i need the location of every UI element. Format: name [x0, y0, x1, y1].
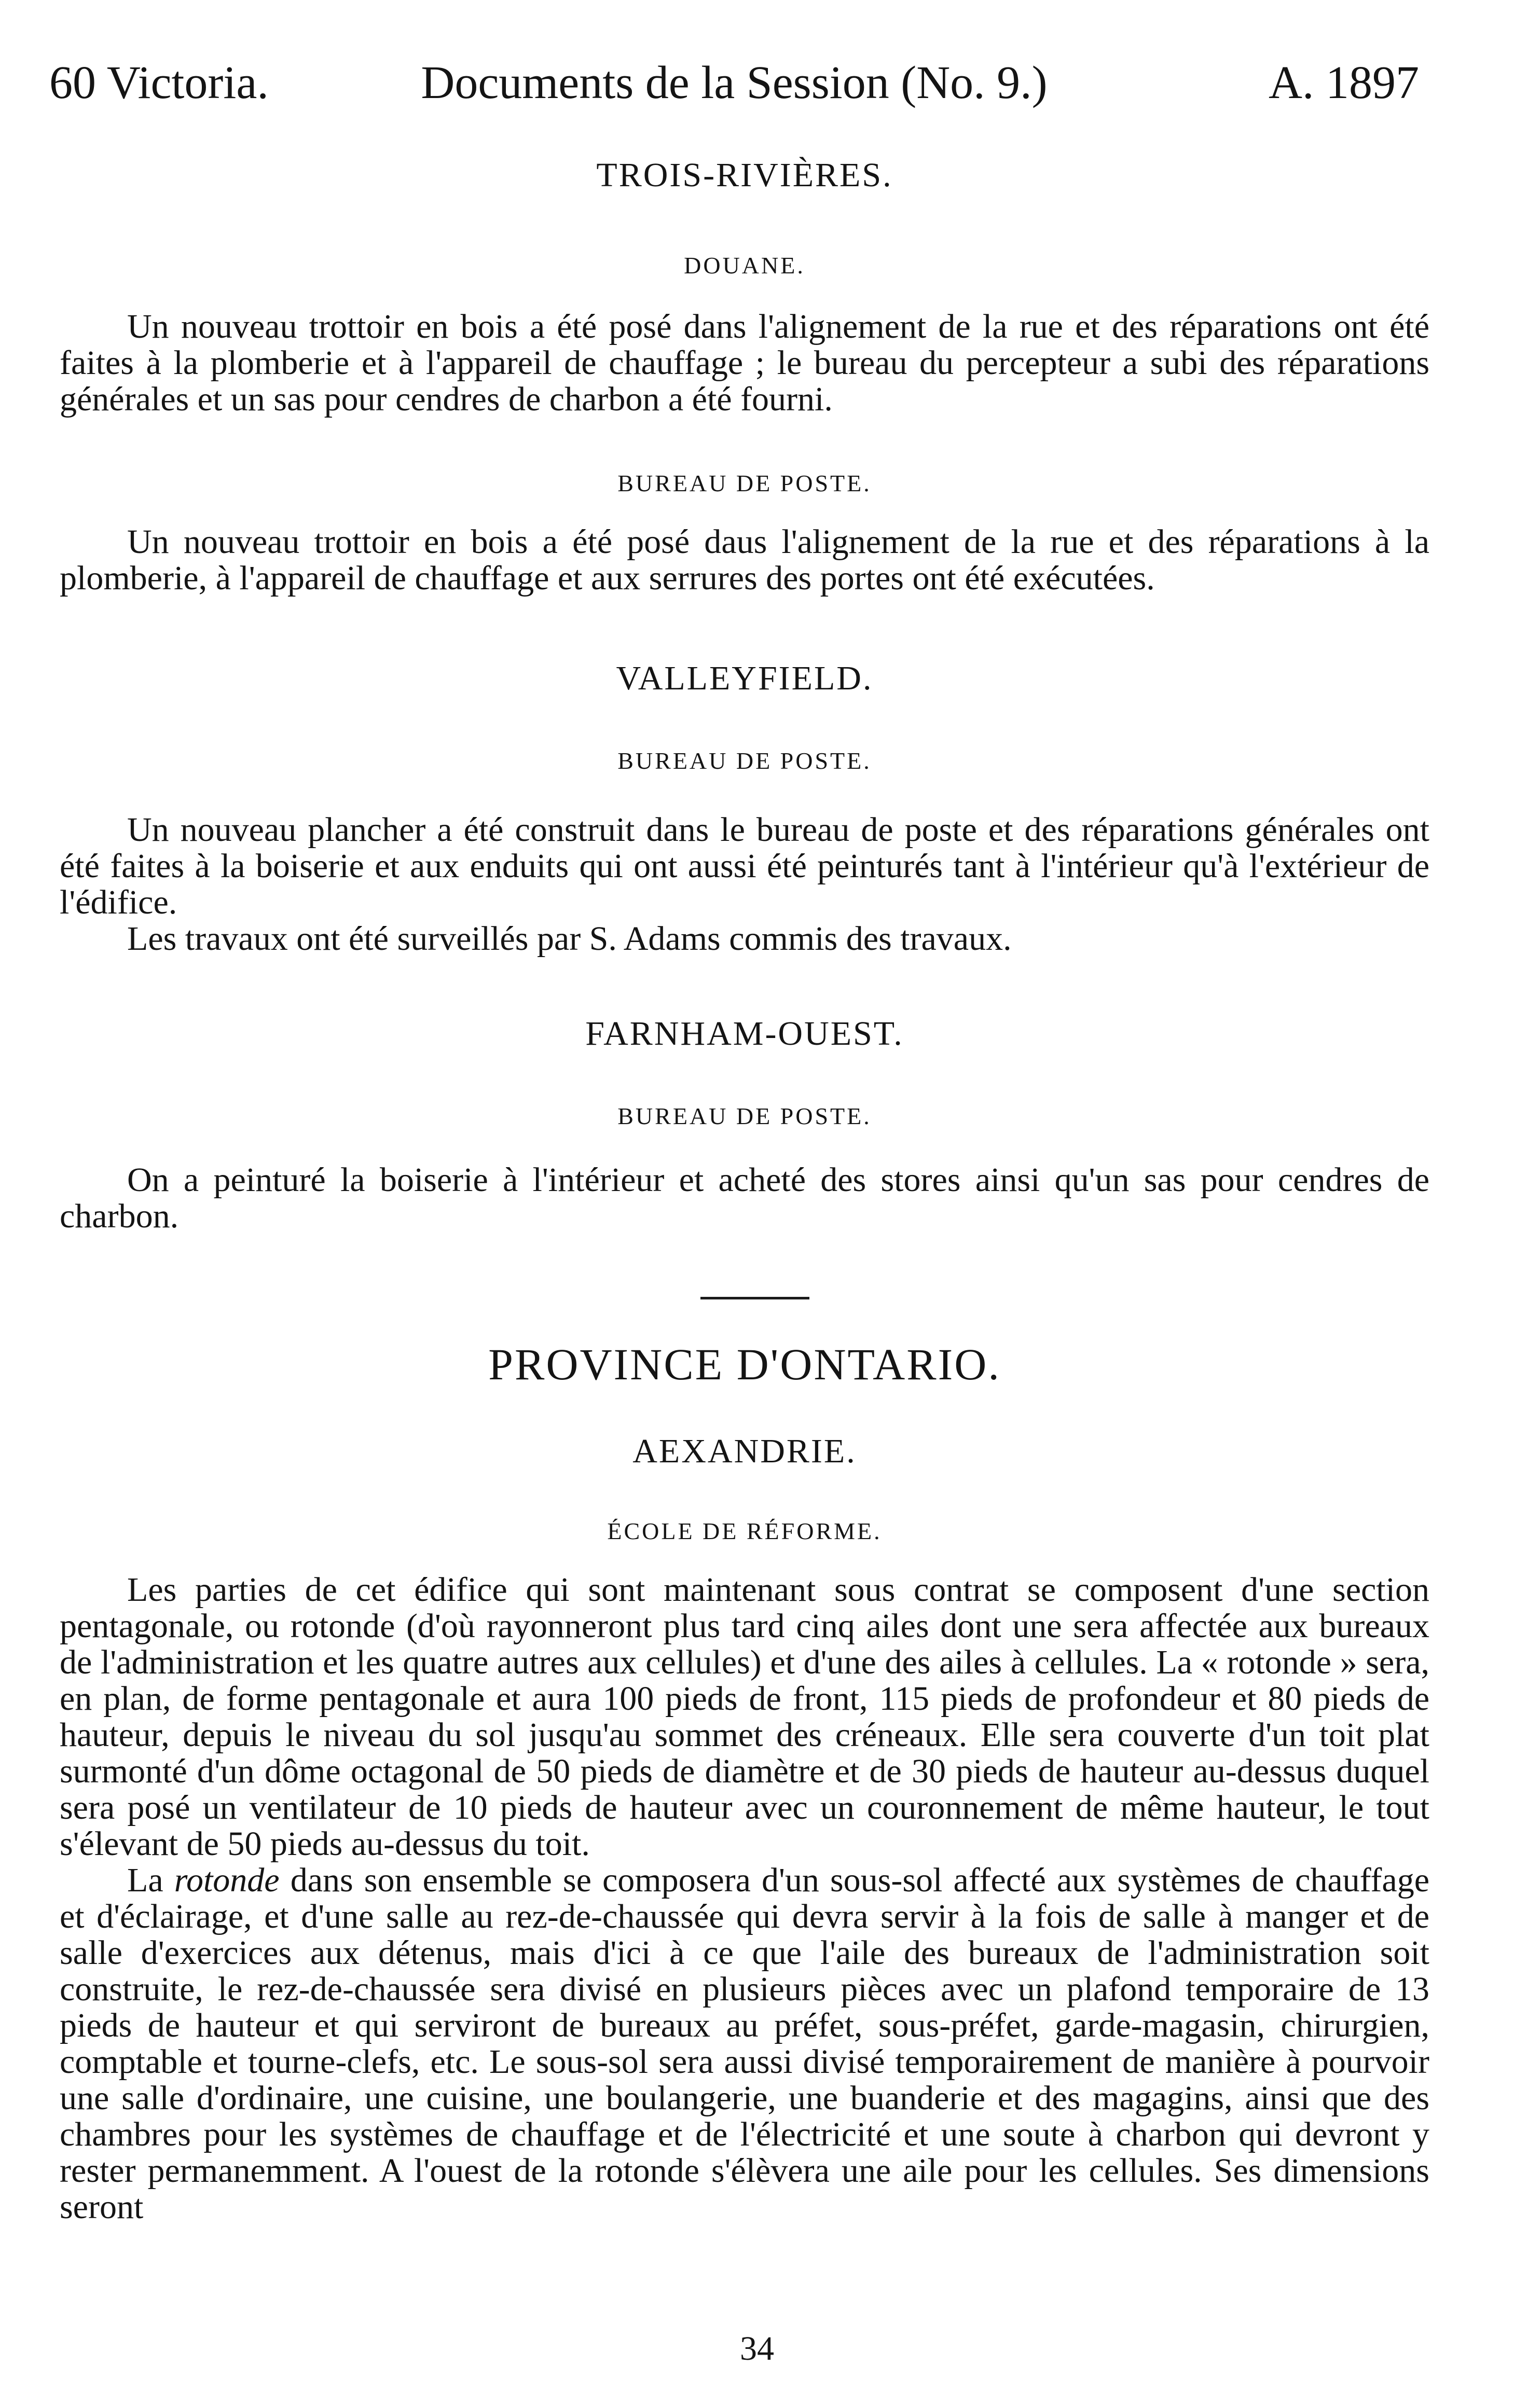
para2-italic-word: rotonde: [174, 1861, 280, 1899]
section-title-trois-rivieres: TROIS-RIVIÈRES.: [596, 156, 893, 194]
section-title-valleyfield: VALLEYFIELD.: [616, 659, 873, 697]
subheading-bureau-de-poste: BUREAU DE POSTE.: [617, 1103, 872, 1129]
subheading-bureau-de-poste: BUREAU DE POSTE.: [617, 470, 872, 496]
section-divider: [700, 1297, 809, 1299]
section-title-alexandrie: AEXANDRIE.: [632, 1432, 857, 1470]
subheading-bureau-de-poste: BUREAU DE POSTE.: [617, 748, 872, 774]
running-header: [49, 49, 1419, 117]
header-volume: 60 Victoria.: [49, 57, 269, 108]
para2-rest: dans son ensemble se composera d'un sous-sol affecté aux systèmes de chauffage et d'éclairage, et d'une salle au rez-de-chaussée qui devra servir à la fois de salle à manger et de salle d'exercices aux détenus, mais d'ici à ce que l'aile des bureaux de l'administration soit construite, le rez-de-chaussée sera divisé en plusieurs pièces avec un plafond temporaire de 13 pieds de hauteur et qui serviront de bureaux au préfet, sous-préfet, garde-magasin, chirurgien, comptable et tourne-clefs, etc. Le sous-sol sera aussi divisé temporairement de manière à pourvoir une salle d'ordinaire, une cuisine, une boulangerie, une buanderie et des magagins, ainsi que des chambres pour les systèmes de chauffage et de l'électricité et une soute à charbon qui devront y rester permanemment. A l'ouest de la rotonde s'élèvera une aile pour les cellules. Ses dimensions seront: [60, 1861, 1429, 2226]
subheading-ecole-de-reforme: ÉCOLE DE RÉFORME.: [607, 1518, 882, 1544]
paragraph-poste-farnham: [60, 1162, 1429, 1235]
para2-start: La: [127, 1861, 163, 1899]
paragraph-poste-trois-rivieres: [60, 524, 1429, 597]
subheading-douane: DOUANE.: [684, 252, 805, 279]
paragraph-poste-valleyfield: [60, 812, 1429, 957]
paragraph-text: Les parties de cet édifice qui sont maintenant sous contrat se composent d'une section pentagonale, ou rotonde (d'où rayonneront plus tard cinq ailes dont une sera affectée aux bureaux de l'administration et les quatre autres aux cellules) et d'une des ailes à cellules. La « rotonde » sera, en plan, de forme pentagonale et aura 100 pieds de front, 115 pieds de profondeur et 80 pieds de hauteur, depuis le niveau du sol jusqu'au sommet des créneaux. Elle sera couverte d'un toit plat surmonté d'un dôme octagonal de 50 pieds de diamètre et de 30 pieds de hauteur au-dessus duquel sera posé un ventilateur de 10 pieds de hauteur avec un couronnement de même hauteur, le tout s'élevant de 50 pieds au-dessus du toit.: [60, 1571, 1429, 1863]
paragraph-text: On a peinturé la boiserie à l'intérieur et acheté des stores ainsi qu'un sas pour cendres de charbon.: [60, 1161, 1429, 1235]
header-title: Documents de la Session (No. 9.): [421, 57, 1048, 108]
paragraph-text: Un nouveau plancher a été construit dans le bureau de poste et des réparations générales ont été faites à la boiserie et aux enduits qui ont aussi été peinturés tant à l'intérieur qu'à l'extérieur de l'édifice.: [60, 811, 1429, 921]
page-number: 34: [740, 2330, 774, 2368]
header-year: A. 1897: [1269, 57, 1419, 108]
paragraph-ecole-1: [60, 1572, 1429, 2225]
paragraph-text: Un nouveau trottoir en bois a été posé daus l'alignement de la rue et des réparations à la plomberie, à l'appareil de chauffage et aux serrures des portes ont été exécutées.: [60, 523, 1429, 597]
section-title-farnham-ouest: FARNHAM-OUEST.: [585, 1015, 904, 1053]
paragraph-douane: [60, 309, 1429, 418]
province-title: PROVINCE D'ONTARIO.: [488, 1339, 1001, 1389]
paragraph-text-surveillance: Les travaux ont été surveillés par S. Adams commis des travaux.: [127, 920, 1012, 958]
paragraph-rotonde: [60, 1862, 1429, 2225]
paragraph-text: Un nouveau trottoir en bois a été posé dans l'alignement de la rue et des réparations ont été faites à la plomberie et à l'appareil de chauffage ; le bureau du percepteur a subi des réparations générales et un sas pour cendres de charbon a été fourni.: [60, 308, 1429, 418]
